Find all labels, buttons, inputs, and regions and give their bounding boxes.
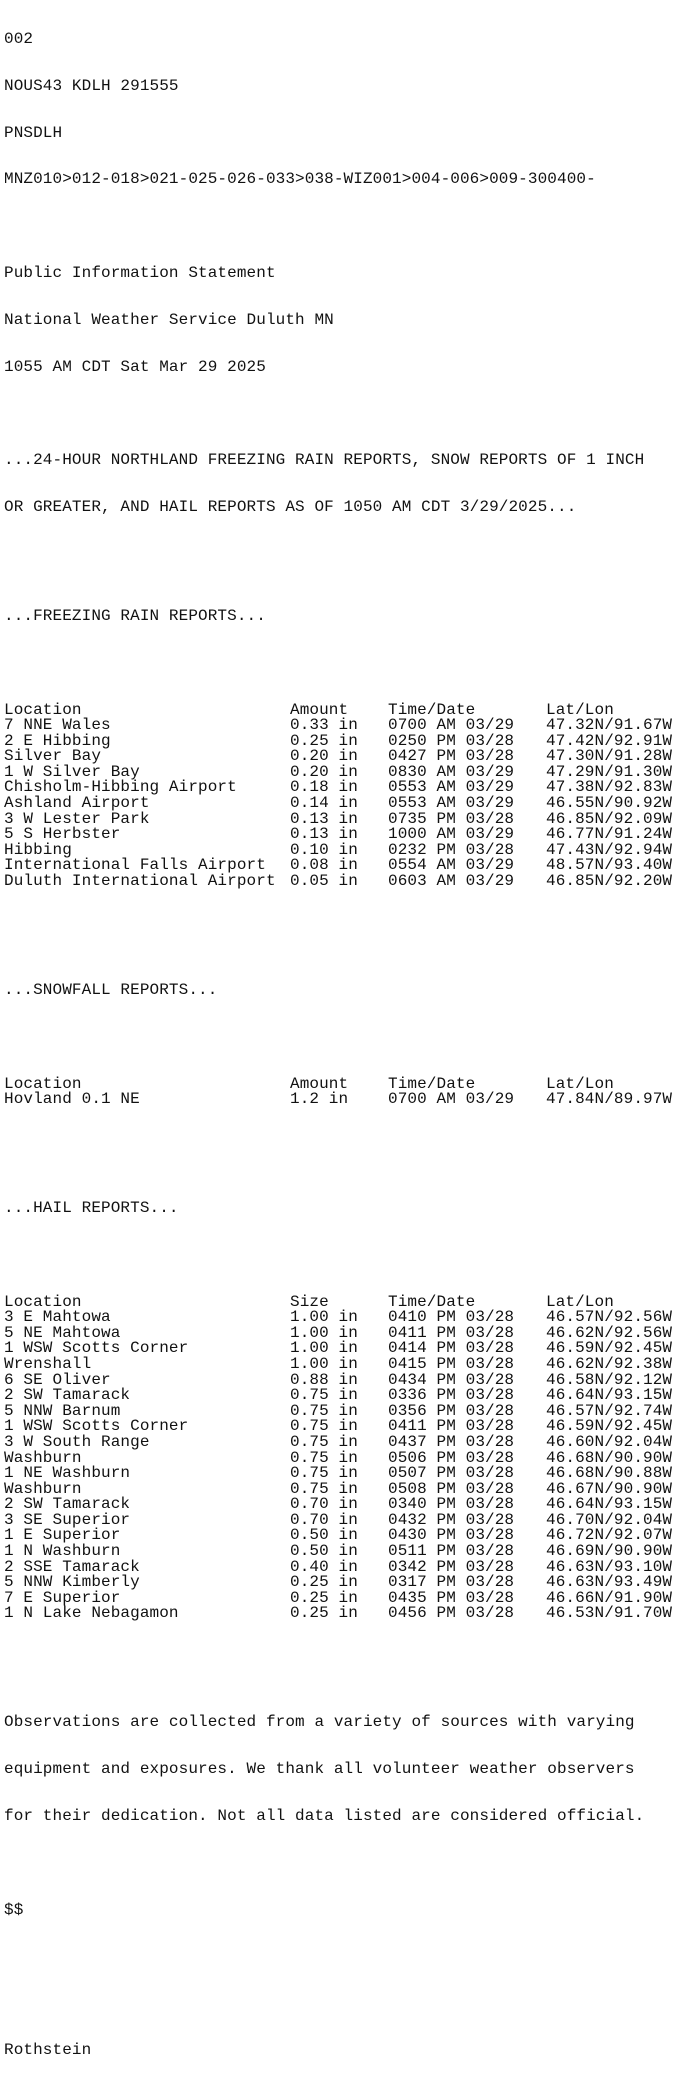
- cell-time-date: 0700 AM 03/29: [388, 1090, 515, 1109]
- cell-time-date: 0508 PM 03/28: [388, 1479, 515, 1498]
- cell-amount: 0.75 in: [290, 1464, 358, 1483]
- cell-location: 1 N Washburn: [4, 1542, 121, 1560]
- cell-location: 3 W South Range: [4, 1432, 150, 1451]
- cell-amount: 0.10 in: [290, 840, 358, 859]
- cell-amount: 0.70 in: [290, 1510, 358, 1529]
- cell-amount: 0.20 in: [290, 762, 358, 781]
- cell-amount: 0.75 in: [290, 1386, 358, 1405]
- cell-amount: 0.25 in: [290, 1588, 358, 1607]
- blank-line: [4, 921, 672, 937]
- cell-location: 7 E Superior: [4, 1588, 121, 1607]
- column-header-location: Location: [4, 1292, 82, 1311]
- product-terminator: $$: [4, 1900, 24, 1919]
- cell-location: 5 NNW Kimberly: [4, 1573, 140, 1592]
- cell-amount: 0.08 in: [290, 856, 358, 875]
- product-title: Public Information Statement: [4, 264, 276, 283]
- cell-location: 3 W Lester Park: [4, 809, 150, 828]
- cell-time-date: 0356 PM 03/28: [388, 1401, 515, 1420]
- cell-amount: 1.00 in: [290, 1339, 358, 1358]
- cell-time-date: 0336 PM 03/28: [388, 1386, 515, 1405]
- cell-lat-lon: 46.64N/93.15W: [546, 1495, 673, 1514]
- cell-time-date: 0507 PM 03/28: [388, 1464, 515, 1483]
- freezing-rain-title: ...FREEZING RAIN REPORTS...: [4, 606, 266, 625]
- cell-location: Wrenshall: [4, 1355, 92, 1374]
- cell-location: 2 E Hibbing: [4, 731, 111, 750]
- cell-location: 1 N Lake Nebagamon: [4, 1604, 179, 1623]
- cell-amount: 0.13 in: [290, 825, 358, 844]
- cell-lat-lon: 46.64N/93.15W: [546, 1386, 673, 1405]
- footer-note-2: equipment and exposures. We thank all volunteer weather observers: [4, 1760, 635, 1779]
- cell-time-date: 0437 PM 03/28: [388, 1432, 515, 1451]
- cell-amount: 0.50 in: [290, 1542, 358, 1560]
- cell-time-date: 0554 AM 03/29: [388, 856, 515, 875]
- column-header-amount: Amount: [290, 1074, 349, 1093]
- cell-lat-lon: 46.68N/90.90W: [546, 1448, 673, 1467]
- cell-time-date: 0506 PM 03/28: [388, 1448, 515, 1467]
- cell-time-date: 0511 PM 03/28: [388, 1542, 515, 1560]
- cell-lat-lon: 46.68N/90.88W: [546, 1464, 673, 1483]
- cell-amount: 1.00 in: [290, 1308, 358, 1327]
- hail-table: [4, 1292, 673, 1623]
- cell-time-date: 0700 AM 03/29: [388, 716, 515, 735]
- cell-time-date: 0430 PM 03/28: [388, 1526, 515, 1545]
- blank-line: [4, 1653, 672, 1669]
- cell-lat-lon: 48.57N/93.40W: [546, 856, 673, 875]
- cell-location: Hibbing: [4, 840, 72, 859]
- hail-title: ...HAIL REPORTS...: [4, 1199, 179, 1218]
- cell-location: 2 SW Tamarack: [4, 1495, 131, 1514]
- column-header-location: Location: [4, 1074, 82, 1093]
- cell-lat-lon: 47.38N/92.83W: [546, 778, 673, 797]
- cell-time-date: 0414 PM 03/28: [388, 1339, 515, 1358]
- cell-amount: 0.05 in: [290, 871, 358, 890]
- column-header-lat-lon: Lat/Lon: [546, 1074, 614, 1093]
- cell-amount: 0.13 in: [290, 809, 358, 828]
- cell-time-date: 0250 PM 03/28: [388, 731, 515, 750]
- cell-lat-lon: 46.72N/92.07W: [546, 1526, 673, 1545]
- footer-note-1: Observations are collected from a variety of sources with varying: [4, 1713, 635, 1732]
- cell-location: 2 SSE Tamarack: [4, 1557, 140, 1576]
- cell-amount: 0.75 in: [290, 1401, 358, 1420]
- cell-location: Washburn: [4, 1448, 82, 1467]
- cell-time-date: 0427 PM 03/28: [388, 747, 515, 766]
- snowfall-table: [4, 1074, 673, 1109]
- cell-time-date: 0415 PM 03/28: [388, 1355, 515, 1374]
- column-header-amount: Amount: [290, 700, 349, 719]
- cell-location: 5 NNW Barnum: [4, 1401, 121, 1420]
- blank-line: [4, 547, 672, 563]
- cell-lat-lon: 46.53N/91.70W: [546, 1604, 673, 1623]
- table-row: [4, 1092, 672, 1108]
- blank-line: [4, 219, 672, 235]
- cell-time-date: 0553 AM 03/29: [388, 778, 515, 797]
- headline-line-1: ...24-HOUR NORTHLAND FREEZING RAIN REPORTS, SNOW REPORTS OF 1 INCH: [4, 451, 645, 470]
- cell-location: 1 WSW Scotts Corner: [4, 1339, 189, 1358]
- header-line-2: NOUS43 KDLH 291555: [4, 76, 179, 95]
- cell-amount: 0.18 in: [290, 778, 358, 797]
- cell-location: International Falls Airport: [4, 856, 266, 875]
- column-header-lat-lon: Lat/Lon: [546, 700, 614, 719]
- table-row: [4, 871, 673, 890]
- cell-time-date: 0434 PM 03/28: [388, 1370, 515, 1389]
- headline-line-2: OR GREATER, AND HAIL REPORTS AS OF 1050 AM CDT 3/29/2025...: [4, 497, 577, 516]
- cell-lat-lon: 46.58N/92.12W: [546, 1370, 673, 1389]
- column-header-amount: Size: [290, 1292, 329, 1311]
- cell-amount: 1.2 in: [290, 1090, 349, 1109]
- cell-time-date: 1000 AM 03/29: [388, 825, 515, 844]
- cell-lat-lon: 47.84N/89.97W: [546, 1090, 673, 1109]
- cell-lat-lon: 47.42N/92.91W: [546, 731, 673, 750]
- cell-location: Chisholm-Hibbing Airport: [4, 778, 237, 797]
- blank-line: [4, 1996, 672, 2012]
- cell-location: 7 NNE Wales: [4, 716, 111, 735]
- column-header-lat-lon: Lat/Lon: [546, 1292, 614, 1311]
- cell-location: 3 E Mahtowa: [4, 1308, 111, 1327]
- cell-location: 2 SW Tamarack: [4, 1386, 131, 1405]
- cell-amount: 0.20 in: [290, 747, 358, 766]
- cell-lat-lon: 46.55N/90.92W: [546, 793, 673, 812]
- cell-time-date: 0456 PM 03/28: [388, 1604, 515, 1623]
- cell-lat-lon: 47.43N/92.94W: [546, 840, 673, 859]
- column-header-time-date: Time/Date: [388, 700, 476, 719]
- cell-location: 1 NE Washburn: [4, 1464, 131, 1483]
- cell-time-date: 0340 PM 03/28: [388, 1495, 515, 1514]
- cell-lat-lon: 46.67N/90.90W: [546, 1479, 673, 1498]
- cell-lat-lon: 46.85N/92.20W: [546, 871, 673, 890]
- column-header-time-date: Time/Date: [388, 1074, 476, 1093]
- cell-location: 3 SE Superior: [4, 1510, 131, 1529]
- cell-amount: 0.14 in: [290, 793, 358, 812]
- cell-lat-lon: 46.69N/90.90W: [546, 1542, 673, 1560]
- cell-location: 1 E Superior: [4, 1526, 121, 1545]
- cell-lat-lon: 47.32N/91.67W: [546, 716, 673, 735]
- cell-location: 6 SE Oliver: [4, 1370, 111, 1389]
- cell-lat-lon: 46.57N/92.56W: [546, 1308, 673, 1327]
- cell-time-date: 0411 PM 03/28: [388, 1417, 515, 1436]
- cell-amount: 0.25 in: [290, 1573, 358, 1592]
- public-information-statement: [4, 1, 672, 2074]
- cell-location: 1 W Silver Bay: [4, 762, 140, 781]
- cell-location: 5 NE Mahtowa: [4, 1323, 121, 1342]
- cell-lat-lon: 46.57N/92.74W: [546, 1401, 673, 1420]
- cell-location: Hovland 0.1 NE: [4, 1090, 140, 1109]
- cell-amount: 0.88 in: [290, 1370, 358, 1389]
- cell-amount: 0.40 in: [290, 1557, 358, 1576]
- footer-note-3: for their dedication. Not all data listed are considered official.: [4, 1806, 645, 1825]
- blank-line: [4, 656, 672, 672]
- issued-time: 1055 AM CDT Sat Mar 29 2025: [4, 357, 266, 376]
- blank-line: [4, 406, 672, 422]
- cell-time-date: 0317 PM 03/28: [388, 1573, 515, 1592]
- cell-location: Ashland Airport: [4, 793, 150, 812]
- cell-time-date: 0410 PM 03/28: [388, 1308, 515, 1327]
- cell-lat-lon: 47.29N/91.30W: [546, 762, 673, 781]
- cell-location: Silver Bay: [4, 747, 102, 766]
- snowfall-title: ...SNOWFALL REPORTS...: [4, 980, 218, 999]
- cell-amount: 0.75 in: [290, 1417, 358, 1436]
- cell-lat-lon: 46.59N/92.45W: [546, 1417, 673, 1436]
- blank-line: [4, 1248, 672, 1264]
- cell-lat-lon: 46.59N/92.45W: [546, 1339, 673, 1358]
- cell-lat-lon: 46.62N/92.38W: [546, 1355, 673, 1374]
- cell-amount: 0.75 in: [290, 1432, 358, 1451]
- cell-lat-lon: 46.85N/92.09W: [546, 809, 673, 828]
- cell-amount: 0.25 in: [290, 1604, 358, 1623]
- cell-lat-lon: 47.30N/91.28W: [546, 747, 673, 766]
- blank-line: [4, 1030, 672, 1046]
- column-header-time-date: Time/Date: [388, 1292, 476, 1311]
- cell-lat-lon: 46.77N/91.24W: [546, 825, 673, 844]
- column-header-location: Location: [4, 700, 82, 719]
- cell-time-date: 0553 AM 03/29: [388, 793, 515, 812]
- cell-lat-lon: 46.63N/93.49W: [546, 1573, 673, 1592]
- cell-amount: 1.00 in: [290, 1323, 358, 1342]
- cell-amount: 0.25 in: [290, 731, 358, 750]
- cell-lat-lon: 46.60N/92.04W: [546, 1432, 673, 1451]
- cell-time-date: 0603 AM 03/29: [388, 871, 515, 890]
- cell-time-date: 0432 PM 03/28: [388, 1510, 515, 1529]
- cell-time-date: 0830 AM 03/29: [388, 762, 515, 781]
- cell-lat-lon: 46.62N/92.56W: [546, 1323, 673, 1342]
- cell-time-date: 0342 PM 03/28: [388, 1557, 515, 1576]
- zone-codes: MNZ010>012-018>021-025-026-033>038-WIZ001>004-006>009-300400-: [4, 170, 596, 189]
- cell-amount: 0.50 in: [290, 1526, 358, 1545]
- cell-lat-lon: 46.66N/91.90W: [546, 1588, 673, 1607]
- cell-time-date: 0735 PM 03/28: [388, 809, 515, 828]
- blank-line: [4, 1949, 672, 1965]
- cell-amount: 0.70 in: [290, 1495, 358, 1514]
- cell-amount: 1.00 in: [290, 1355, 358, 1374]
- table-row: [4, 1606, 672, 1622]
- header-line-1: 002: [4, 30, 34, 49]
- blank-line: [4, 1856, 672, 1872]
- freezing-rain-table: [4, 700, 673, 890]
- cell-location: 5 S Herbster: [4, 825, 121, 844]
- cell-location: Duluth International Airport: [4, 871, 276, 890]
- header-line-3: PNSDLH: [4, 123, 63, 142]
- cell-location: 1 WSW Scotts Corner: [4, 1417, 189, 1436]
- author-name: Rothstein: [4, 2040, 92, 2059]
- cell-lat-lon: 46.63N/93.10W: [546, 1557, 673, 1576]
- office-name: National Weather Service Duluth MN: [4, 310, 334, 329]
- cell-amount: 0.75 in: [290, 1448, 358, 1467]
- cell-time-date: 0435 PM 03/28: [388, 1588, 515, 1607]
- cell-amount: 0.75 in: [290, 1479, 358, 1498]
- cell-lat-lon: 46.70N/92.04W: [546, 1510, 673, 1529]
- cell-time-date: 0232 PM 03/28: [388, 840, 515, 859]
- cell-location: Washburn: [4, 1479, 82, 1498]
- blank-line: [4, 1139, 672, 1155]
- cell-time-date: 0411 PM 03/28: [388, 1323, 515, 1342]
- cell-amount: 0.33 in: [290, 716, 358, 735]
